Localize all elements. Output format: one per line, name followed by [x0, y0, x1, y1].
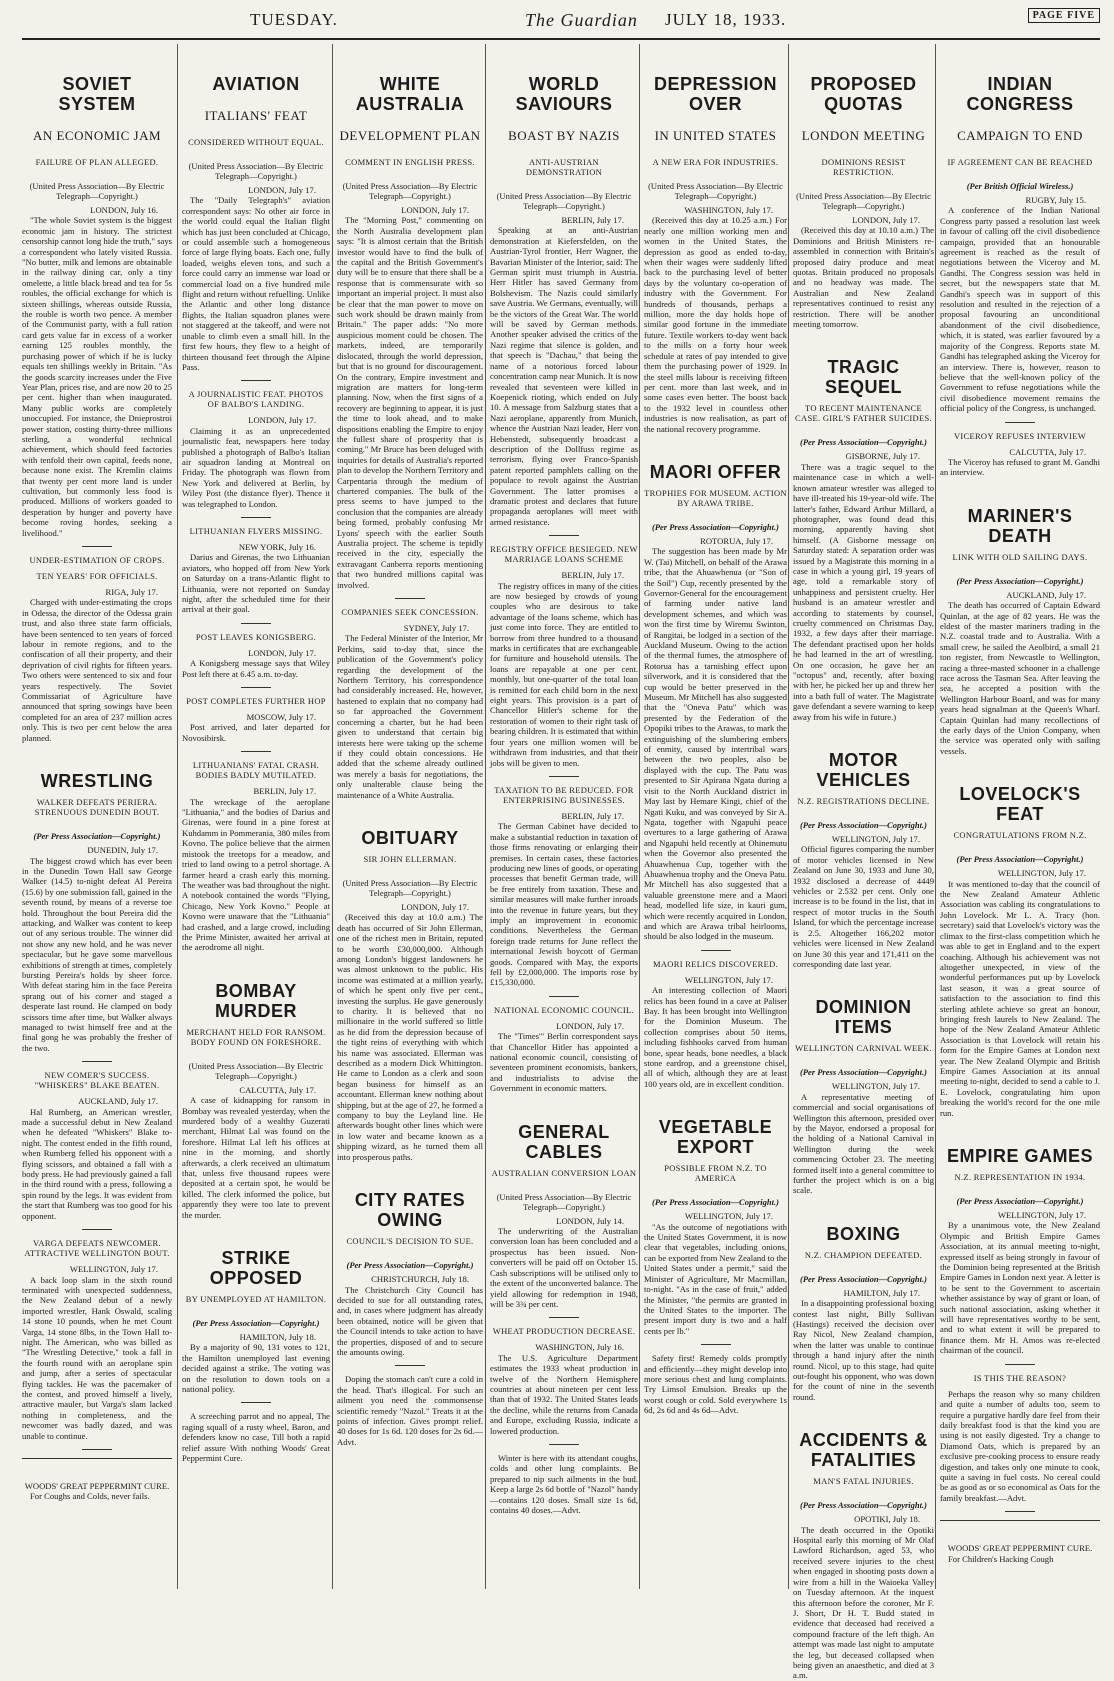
divider: [549, 996, 579, 997]
article-dateline: LONDON, July 16.: [90, 205, 158, 215]
article: [490, 74, 638, 527]
column-4: [490, 44, 638, 1589]
article-dateline: RUGBY, July 15.: [1025, 195, 1086, 205]
article-credit: (United Press Association—By Electric Telegraph—Copyright.): [342, 181, 478, 201]
article-body: In a disappointing professional boxing contest last night, Billy Sullivan (Hastings) received the decision over Ray Nicol, New Zealand champion, when the latter was unable to continue through a hand injury after the ninth round. Nicol, up to this stage, had quite out-fought his opponent, who was down for the count of nine in the seventh round.: [793, 1298, 934, 1402]
article-deck: CONSIDERED WITHOUT EQUAL.: [188, 137, 324, 147]
article: [644, 1344, 787, 1415]
article-body: Doping the stomach can't cure a cold in the head. That's illogical. For such an ailment you need the commonsense scientific remedy "Nazol." Treats it at the points of infection. Gives prompt relief. 40 doses for 1s 6d. 120 doses for 2s 6d.—Advt.: [337, 1374, 483, 1447]
article-body: The Federal Minister of the Interior, Mr Perkins, said to-day that, since the publication of the Government's policy regarding the development of the Northern Territory, his correspondence had considerably increased. He, however, hastened to explain that no company had so far approached the Government concerning a charter, but he had been given to understand that certain big interests here were taking up the scheme if they could obtain concessions. He added that the scheme already outlined was merely a basis for negotiations, the only unalterable clause being the maintenance of a White Australia.: [337, 633, 483, 800]
article-deck: LITHUANIAN FLYERS MISSING.: [189, 525, 323, 536]
advert-title: WOODS' GREAT PEPPERMINT CURE.: [24, 1481, 170, 1491]
divider: [241, 1402, 271, 1403]
article: [644, 74, 787, 434]
article-dateline: GISBORNE, July 17.: [845, 451, 920, 462]
article: [793, 750, 934, 969]
article-credit: (Per Press Association—Copyright.): [956, 575, 1084, 586]
article-headline: CITY RATES OWING: [354, 1190, 466, 1231]
article: [182, 1402, 330, 1463]
divider: [241, 517, 271, 518]
article-headline: EMPIRE GAMES: [946, 1146, 1094, 1166]
article-subheadline: DEVELOPMENT PLAN: [339, 128, 481, 143]
article-credit: (United Press Association—By Electric Telegraph—Copyright.): [188, 161, 324, 181]
article-dateline: CALCUTTA, July 17.: [239, 1084, 316, 1095]
article-headline: WHITE AUSTRALIA: [355, 74, 465, 114]
article: [644, 1117, 787, 1336]
article-deck: N.Z. REGISTRATIONS DECLINE.: [797, 796, 930, 807]
article: [337, 1190, 483, 1357]
article-deck: TROPHIES FOR MUSEUM. ACTION BY ARAWA TRIBE.: [644, 487, 787, 508]
article-deck: MAORI RELICS DISCOVERED.: [652, 958, 779, 969]
article-dateline: WELLINGTON, July 17.: [69, 1264, 158, 1275]
divider: [241, 380, 271, 381]
article-dateline: LONDON, July 17.: [248, 415, 316, 426]
article-body: A representative meeting of commercial and social organisations of Wellington this afternoon, presided over by the Mayor, endorsed a proposal for the holding of a National Carnival in Wellington during the week commencing October 23. The meeting formed itself into a general committee to further the project which is on a big scale.: [793, 1091, 934, 1196]
column-3: [337, 44, 483, 1589]
article-deck: REGISTRY OFFICE BESIEGED. NEW MARRIAGE LOANS SCHEME: [490, 544, 638, 565]
article-dateline: BERLIN, July 17.: [561, 570, 624, 581]
article-deck: CONGRATULATIONS FROM N.Z.: [953, 830, 1087, 841]
masthead-date: JULY 18, 1933.: [665, 10, 787, 29]
article-body: Winter is here with its attendant coughs, colds and other lung complaints. Be prepared to nip such ailments in the bud. Keep a large 2s 6d bottle of "Nazol" handy—contains 120 doses. Small size 1s 6d, contains 40 doses.—Advt.: [490, 1452, 638, 1515]
article: [793, 1430, 934, 1681]
article-deck: DOMINIONS RESIST RESTRICTION.: [821, 157, 906, 177]
article: [490, 1122, 638, 1310]
article: [22, 546, 172, 743]
column-1: [22, 44, 172, 1589]
article-dateline: AUCKLAND, July 17.: [78, 1096, 158, 1107]
article: [182, 1248, 330, 1394]
article-body: "The whole Soviet system is the biggest economic jam in history. The strictest censorship cannot long hide the truth," says a correspondent who lately visited Russia. "No butter, milk and lemons are obtainable in the railway dining car, only a tiny omelette, a little black bread and tea for 5s roubles, the official exchange for which is sixteen shillings, whereas outside Russia, the rouble is worth two pence. A member of the Communist party, with a full ration card gets value far in excess of a worker earning 125 roubles monthly, the purchasing power of which if he is lucky equals ten shillings weekly in Britain. "As the goods scarcity increases under the Five Year Plan, prices rise, and are now 20 to 25 per cent. higher than when inaugurated. Many public works are completely unoccupied. For instance, the Dnieprostroi power station, costing thirty-three millions sterling, a wonderful technical achievement, which should feed factories with tenfold their own capital, feeds none, because none exist. The Kremlin claims that twenty per cent more land is under cultivation, but commonly less food is produced. Millions of workers goaded to desperation by hunger and poverty have become roving hordes, seeking a livelihood.": [22, 215, 172, 538]
divider: [549, 776, 579, 777]
article-deck: COMMENT IN ENGLISH PRESS.: [345, 157, 475, 167]
article-deck: MAN'S FATAL INJURIES.: [813, 1476, 914, 1487]
article-subheadline: BOAST BY NAZIS: [508, 128, 620, 143]
article-body: There was a tragic sequel to the maintenance case in which a well-known amateur wrestler was alleged to have ill-treated his 19-year-old wife. The latter's father, Edward Arthur Millard, a photographer, was found dead this morning, apparently having shot himself. (A Gisborne message on Saturday stated: A separation order was issued by a Magistrate this morning in a case in which a young girl, 19 years of age, told a remarkable story of unhappiness and persistent cruelty. Her husband is an amateur wrestler and according to statements by counsel, cruelty commenced on Christmas Day, 1932, a few days after their marriage. The defendant practised upon her holds he had learned in the art of wrestling. On one occasion, he gave her an "octopus" and, recently, after boxing with her, he picked her up and threw her into a bath full of water. The Magistrate gave defendant a severe warning to keep away from his wife in future.): [793, 461, 934, 722]
column-separator: [788, 44, 789, 1589]
article-dateline: HAMILTON, July 18.: [239, 1332, 316, 1343]
article-deck: POSSIBLE FROM N.Z. TO AMERICA: [664, 1163, 767, 1184]
article-body: A Konigsberg message says that Wiley Post left there at 6.45 a.m. to-day.: [182, 658, 330, 679]
article-headline: PROPOSED QUOTAS: [810, 74, 917, 114]
masthead-title: The Guardian: [525, 10, 638, 30]
article-dateline: BERLIN, July 17.: [561, 810, 624, 821]
article-deck: TO RECENT MAINTENANCE CASE. GIRL'S FATHER SUICIDES.: [795, 403, 932, 424]
article-body: The underwriting of the Australian conversion loan has been concluded and a prospectus has been issued. Non-converters will be paid off on October 15. Cash subscriptions will be utilised only to the extent of the unconverted balance. The yield allowing for redemption in 1948, will be 3¾ per cent.: [490, 1226, 638, 1309]
article-credit: (Per Press Association—Copyright.): [652, 521, 779, 532]
article-body: By a majority of 90, 131 votes to 121, the Hamilton unemployed last evening decided against a strike. The voting was on the resolution to down tools on a national policy.: [182, 1342, 330, 1395]
article-deck: LITHUANIANS' FATAL CRASH. BODIES BADLY MUTILATED.: [192, 760, 320, 781]
article: [22, 1229, 172, 1441]
article: [182, 623, 330, 679]
article-headline: OBITUARY: [361, 827, 459, 848]
article-deck: NATIONAL ECONOMIC COUNCIL.: [494, 1004, 634, 1015]
article-dateline: LONDON, July 17.: [401, 901, 469, 912]
article-headline: BOMBAY MURDER: [215, 980, 297, 1021]
masthead: [20, 6, 1100, 36]
article-body: The suggestion has been made by Mr W. (Tai) Mitchell, on behalf of the Arawa tribe, that the Ahuawhenua (or "Son of the Soil") Cup, recently presented by the Governor-General for the encouragement of farming under native land development schemes, and which was won the first time by Wiremu Swinton, of Rangitai, be lodged in a section of the Auckland Museum. Owing to the action of the thermal fumes, the atmosphere of Rotorua has a tarnishing effect upon silverwork, and it is considered that the cup would be better preserved in the Museum. Mr Mitchell has also suggested that the "Oneva Patu" which was presented by the Federation of the Opopiki tribes to the Arawas, to mark the extinguishing of the slumbering embers of enmity, caused by intertribal wars between the two peoples, also be displayed with the cup. The Patu was presented to Sir Apirana Ngata during a visit to the North Auckland district in May last by Hemare Kingi, chief of the Ngati Kuku, and was conveyed by Sir A. Ngata, together with Ngapuhi peace overtures to a large gathering of Arawa and Ngapuhi held recently at Ohinemutu when the Governor also presented the Ahuawhenua Cup, together with the Ahuawhenua trophy and the Oneva Patu. Mr Mitchell has also suggested that a valuable greenstone mere and a Maori head, modelled life size, in kauri gum, which were recently acquired in London, and which are Arawa tribal heirlooms, should be also lodged in the museum.: [644, 546, 787, 942]
divider: [241, 623, 271, 624]
article-body: It was mentioned to-day that the council of the New Zealand Amateur Athletic Association was cabling its congratulations to John Lovelock. Mr L. A. Tracy (hon. secretary) said that Lovelock's victory was the climax to the first-class competition which he was able to get in England and to the expert coaching. Although his achievement was not altogether unexpected, in view of the wonderful performances put up by Lovelock last season, it was a great source of satisfaction to the association to find this sterling athlete achieve so great an honour, bringing fresh laurels to New Zealand. The hope of the New Zealand Amateur Athletic Association is that Lovelock will retain his form for the Empire Games at London next year. The New Zealand Olympic and British Empire Games Association at its annual meeting to-night, decided to send a cable to J. E. Lovelock, congratulating him upon breaking the world's record for the one mile run.: [940, 878, 1100, 1118]
divider: [701, 950, 731, 951]
article-deck: POST LEAVES KONIGSBERG.: [195, 631, 317, 642]
article-body: The "Daily Telegraph's" aviation correspondent says: No other air force in the world could equal the Italian flight which has just been concluded at Chicago, or could assemble such a homogeneous force of large flying boats. Each one, fully loaded, weighs eleven tons, and such a force could carry an immense war load or commercial load on a five hundred mile flight and return without refuelling. Unlike the Atlantic and other long distance flights, the Italian squadron planes were not staggered at the takeoff, and were not unable to climb even a small hill. In the first few hours, they flew to a height of thirteen thousand feet through the Alpine Pass.: [182, 195, 330, 372]
article-body: For Children's Hacking Cough: [948, 1553, 1054, 1564]
article-body: Post arrived, and later departed for Novosibirsk.: [182, 722, 330, 743]
masthead-rule: [22, 38, 1100, 40]
article: [644, 462, 787, 942]
article-body: (Received this day at 10.10 a.m.) The Dominions and British Ministers re-assembled in connection with Britain's proposed dairy produce and meat quotas. Britain produced no proposals and no headway was made. The Australian and New Zealand representatives continued to resist any restriction. There will be another meeting tomorrow.: [793, 225, 934, 330]
article-dateline: AUCKLAND, July 17.: [1006, 589, 1086, 600]
article-dateline: HAMILTON, July 17.: [843, 1287, 920, 1298]
column-6: [793, 44, 934, 1681]
article-credit: (Per Press Association—Copyright.): [956, 854, 1084, 865]
article-dateline: WELLINGTON, July 17.: [997, 868, 1086, 879]
article-headline: MARINER'S DEATH: [967, 505, 1073, 546]
article-body: The wreckage of the aeroplane "Lithuania," and the bodies of Darius and Girenas, were found in a pine forest at Kuhdamm in Pommerania, 380 miles from Kovno. The police believe that the airmen mistook the treetops for a meadow, and tried to land owing to a petrol shortage. A farmer heard a crash early this morning. The weather was bad throughout the night. A notebook contained the words "Flying, Chicago, New York Kovno." People at Kovno were unaware that the "Lithuania" had crashed, and a large crowd, including the Prime Minister, awaited her arrival at the aerodrome all night.: [182, 796, 330, 953]
article-dateline: LONDON, July 17.: [401, 205, 469, 215]
article-headline: WORLD SAVIOURS: [515, 74, 613, 114]
article-dateline: WASHINGTON, July 17.: [684, 205, 773, 215]
article-headline: BOXING: [826, 1223, 901, 1244]
article: [337, 598, 483, 800]
article-credit: (United Press Association—By Electric Telegraph—Copyright.): [648, 181, 783, 201]
article: [182, 751, 330, 953]
article: [182, 380, 330, 509]
article-dateline: MOSCOW, July 17.: [246, 712, 316, 723]
article: [490, 1444, 638, 1515]
page-number: PAGE FIVE: [1028, 8, 1100, 23]
article-body: Official figures comparing the number of motor vehicles licensed in New Zealand on June 30, 1933 and June 30, 1932 disclosed a decrease of 4449 vehicles or 2.532 per cent. Only one increase is to be found in the list, that in respect of motor trucks in the South Island, for which the percentage increase is 2.5. Altogether 166,202 motor vehicles were licensed in New Zealand on June 30 this year and 171,411 on the corresponding date last year.: [793, 844, 934, 969]
article-deck: IF AGREEMENT CAN BE REACHED: [947, 157, 1093, 167]
article-body: A case of kidnapping for ransom in Bombay was revealed yesterday, when the murdered body of a wealthy Guzerati merchant, Hilmat Lal was found on the foreshore. Hilmat Lal left his offices at nine in the morning, and shortly afterwards, a clerk received an ultimatum that, unless five thousand rupees were deposited at a certain spot, he would be killed. The clerk informed the police, but apparently they were too late to prevent the murder.: [182, 1095, 330, 1220]
article-deck: N.Z. REPRESENTATION IN 1934.: [954, 1172, 1086, 1182]
article: [793, 357, 934, 722]
article-deck: A NEW ERA FOR INDUSTRIES.: [652, 157, 779, 167]
article-body: A back loop slam in the sixth round terminated with unexpected suddenness, the New Zealand debut of a newly imported wrestler, Hank Oswald, scaling 14 stone 10 pounds, when he met Count Varga, 14 stone 8lbs, in the Town Hall to-night. The American, who was billed as "The Wrestling Detective," took a fall in the fourth round with an aeroplane spin and jump, after a series of spectacular flying tackles. He was the pacemaker of the contest, and proved himself a lively, attractive mauler, but Varga's slam lacked nothing in completeness, and the newcomer was badly dazed, and was unable to continue.: [22, 1274, 172, 1441]
article: [22, 1449, 172, 1502]
article-deck: WELLINGTON CARNIVAL WEEK.: [795, 1043, 932, 1054]
article-body: (Received this day at 10.0 a.m.) The death has occurred of Sir John Ellerman, one of the richest men in Britain, reputed to be worth £30,000,000. Although among London's biggest landowners he was almost unknown to the public. His income was estimated at a million yearly, of which he spent only five per cent., investing the surplus. He gave generously to charity. It is believed that no millionaire in the world suffered so little as he did from the depression because of the tight reins of everything with which his name was associated. Ellerman was described as a modern Dick Whittington. He came to London as a clerk and soon began business for himself as an accountant. Ellerman knew nothing about shipping, but at the age of 27, he formed a company to buy the Leyland line. He afterwards bought other lines which were in low water and became known as a shipping wizard, as he turned them all into prosperous paths.: [337, 912, 483, 1162]
article-headline: GENERAL CABLES: [518, 1121, 610, 1162]
article-body: The "Morning Post," commenting on the North Australia development plan says: "It is almost certain that the British investor would have to find the bulk of the capital and the British Government's duty will be to ensure that there shall be a response that is commensurate with so important an imperial project. It must also be clear that the man power to move on such work should be drawn mainly from Britain." The paper adds: "No more auspicious moment could be chosen. The markets, indeed, are temporarily dislocated, through the world depression, but that is no ground for discouragement. On the contrary, Empire investment and migration are matters for long-term planning. Now, when the first signs of a recovery are beginning to appear, it is just the time to look ahead, and to make dispositions enabling the Empire to enjoy the fullest share of prosperity that is coming." Mr Bruce has been deluged with inquiries for details of Australia's reported plan to develop the Northern Territory and Carpentaria through the medium of chartered companies. The bulk of the press seems to have jumped to the conclusion that the companies are already being formed, probably confusing Mr Lyons' speech with the earlier South Australia project. The scheme is tepidly received in the city, especially the extravagant Canberra reports mentioning that two hundred millions capital was involved.: [337, 215, 483, 590]
article: [940, 74, 1100, 414]
divider: [395, 598, 425, 599]
article-body: Charged with under-estimating the crops in Odessa, the director of the Odessa grain trust, and also three state farm officials, have been sentenced to ten years of forced labour in remote regions, and to the confiscation of all their property, and their deprivation of civil rights for fifteen years. Two others were sentenced to six and four years respectively. The Soviet Commissariat of Agriculture have announced that spring sowings have been completed for an area of 237 million acres only. This is two per cent below the area planned.: [22, 597, 172, 743]
article: [182, 981, 330, 1220]
article-body: By a unanimous vote, the New Zealand Olympic and British Empire Games Association, at its annual meeting to-night, expressed itself as being strongly in favour of the Dominion being represented at the British Empire Games in London next year. A letter is to be sent to the Government to ascertain whether assistance by way of grant or loan, of such national association, asking whether it will have representatives worthy to be sent, and to what extent it will be prepared to finance them. Mr H. Amos was re-elected chairman of the council.: [940, 1220, 1100, 1356]
divider: [940, 1520, 1100, 1521]
article: [490, 535, 638, 768]
article-credit: (United Press Association—By Electric Telegraph—Copyright.): [342, 877, 478, 898]
article-deck: A JOURNALISTIC FEAT. PHOTOS OF BALBO'S LANDING.: [188, 389, 324, 410]
article-deck: COMPANIES SEEK CONCESSION.: [341, 607, 479, 618]
article-deck: IS THIS THE REASON?: [973, 1372, 1067, 1383]
column-separator: [485, 44, 486, 1589]
article-deck: WHEAT PRODUCTION DECREASE.: [492, 1326, 636, 1337]
divider: [1005, 422, 1035, 423]
article-dateline: CHRISTCHURCH, July 18.: [371, 1274, 469, 1285]
advert-title: WOODS' GREAT PEPPERMINT CURE.: [947, 1543, 1093, 1554]
article-body: Hal Rumberg, an American wrestler, made a successful debut in New Zealand when he defeated "Whiskers" Blake to-night. The contest ended in the fifth round, when Rumberg felled his opponent with a flying scissors, and obtained a fall with a body press. He had previously gained a fall in the third round with a press, following a spin round by the legs. It was evident from the start that Rumberg was too good for his opponent.: [22, 1106, 172, 1221]
article-deck: LINK WITH OLD SAILING DAYS.: [952, 551, 1088, 562]
article-credit: (United Press Association—By Electric Telegraph—Copyright.): [796, 191, 931, 211]
article-deck: SIR JOHN ELLERMAN.: [363, 853, 457, 864]
divider: [241, 687, 271, 688]
article: [337, 1365, 483, 1447]
column-separator: [935, 44, 936, 1589]
column-separator: [639, 44, 640, 1589]
article-credit: (Per Press Association—Copyright.): [956, 1196, 1084, 1206]
divider: [82, 1229, 112, 1230]
article-deck: TAXATION TO BE REDUCED. FOR ENTERPRISING BUSINESSES.: [494, 784, 634, 805]
article-dateline: BERLIN, July 17.: [253, 786, 316, 797]
article-credit: (Per Press Association—Copyright.): [33, 831, 161, 842]
article-deck: FAILURE OF PLAN ALLEGED.: [35, 157, 159, 167]
divider: [549, 1444, 579, 1445]
article-deck: VICEROY REFUSES INTERVIEW: [953, 430, 1087, 441]
article: [644, 950, 787, 1089]
column-separator: [177, 44, 178, 1589]
article-body: "As the outcome of negotiations with the United States Government, it is now clear that vegetables, including onions, can be exported from New Zealand to the United States under a permit," said the Minister of Agriculture, Mr Macmillan, to-night. "As in the case of fruit," added the Minister, "the permits are granted in the United States to the importer. The present import duty is two and a half cents per lb.": [644, 1221, 787, 1336]
article-dateline: WELLINGTON, July 17.: [684, 1211, 773, 1222]
article: [940, 1511, 1100, 1564]
article-headline: MOTOR VEHICLES: [816, 750, 911, 791]
article-dateline: WELLINGTON, July 17.: [684, 974, 773, 985]
divider: [1005, 1364, 1035, 1365]
article-dateline: CALCUTTA, July 17.: [1009, 446, 1086, 457]
article-credit: (Per Press Association—Copyright.): [192, 1318, 320, 1329]
article: [940, 784, 1100, 1118]
article-dateline: DUNEDIN, July 17.: [87, 845, 158, 856]
article-headline: DOMINION ITEMS: [815, 997, 912, 1038]
article-dateline: LONDON, July 14.: [556, 1215, 624, 1226]
column-2: [182, 44, 330, 1589]
article-body: An interesting collection of Maori relics has been found in a cave at Paliser Bay. It has been brought into Wellington for the Dominion Museum. The collection comprises about 50 items, including fishhooks carved from human bone, spear heads, bone needles, a black stone eardrop, and a greenstone chisel, all of which, although they are at least 100 years old, are in excellent condition.: [644, 985, 787, 1089]
article-dateline: WASHINGTON, July 16.: [535, 1342, 624, 1353]
divider: [1005, 1511, 1035, 1512]
article-dateline: LONDON, July 17.: [852, 215, 920, 225]
column-5: [644, 44, 787, 1589]
article-body: The "Times'" Berlin correspondent says that Chancellor Hitler has appointed a national economic council, consisting of seventeen prominent economists, bankers, and industrialists to advise the Government in economic matters.: [490, 1031, 638, 1094]
article-body: Safety first! Remedy colds promptly and efficiently—they might develop into more serious chest and lung complaints. Try Limsol Emulsion. Breaks up the worst cough or cold. Sold everywhere 1s 6d, 2s 6d and 4s 6d—Advt.: [644, 1353, 787, 1416]
article-headline: VEGETABLE EXPORT: [658, 1117, 773, 1158]
article-credit: (Per British Official Wireless.): [966, 181, 1074, 191]
article: [940, 1364, 1100, 1503]
divider: [82, 546, 112, 547]
article-body: Claiming it as an unprecedented journalistic feat, newspapers here today published a photograph of Balbo's Italian air squadron landing at Montreal on Friday. The photograph was flown from New York and delivered at Berlin, by Wiley Post (the distance flyer). Thence it was telegraphed to London.: [182, 425, 330, 509]
article-headline: AVIATION: [212, 74, 300, 94]
article-headline: WRESTLING: [40, 771, 154, 792]
article-deck: VARGA DEFEATS NEWCOMER. ATTRACTIVE WELLINGTON BOUT.: [24, 1238, 170, 1259]
divider: [241, 751, 271, 752]
article-subheadline: IN UNITED STATES: [654, 128, 777, 143]
article-deck: ANTI-AUSTRIAN DEMONSTRATION: [525, 157, 603, 177]
article-dateline: NEW YORK, July 16.: [238, 541, 316, 552]
article-headline: MAORI OFFER: [649, 461, 782, 482]
article: [940, 422, 1100, 478]
article: [490, 776, 638, 988]
article-subheadline: LONDON MEETING: [801, 128, 926, 143]
article-dateline: LONDON, July 17.: [248, 185, 316, 195]
article-body: Speaking at an anti-Austrian demonstration at Kiefersfelden, on the Austrian-Tyrol frontier, Herr Wagner, the Bavarian Minister of the Interior, said: The German spirit must triumph in Austria. Herr Hitler has saved Germany from Bolshevism. The Nazis could similarly save Austria. We Germans, eventually, will be the victors of the Great War. The world will be saved by German methods. Another speaker advised the critics of the Nazi regime that silence is golden, and that speech is "Dachau," that being the name of a notorious forced labour concentration camp near Munich. It is now revealed that seventeen were killed in Koepenick rioting, which ended on July 10. A message from Salzburg states that a Nazi aeroplane, apparently from Munich, whence the Austrian Nazi leader, Herr von Hebenstedt, subsequently broadcast a description of the Dollfuss regime as terrorism, flying over Franco-Spanish patent reported pamphlets calling on the populace to revolt against the Austrian Government. The latter promises a dramatic protest and declares that future propaganda aeroplanes will meet with armed resistance.: [490, 225, 638, 527]
article-headline: INDIAN CONGRESS: [966, 74, 1074, 114]
article: [22, 74, 172, 538]
article: [182, 517, 330, 615]
article-credit: (Per Press Association—Copyright.): [800, 820, 927, 831]
article: [182, 687, 330, 743]
article-body: The German Cabinet have decided to make a substantial reduction in taxation of those firms renovating or enlarging their premises. In certain cases, these factories producing new lines of goods, or operating processes that benefit German trade, will be free entirely from taxation. These and similar measures will make further inroads into the revenue in future years, but they imply an improvement in economic conditions. Nevertheless the German foreign trade returns for June reflect the international Jewish boycott of German goods. Compared with May, the exports fell by £2,000,000. The imports rose by £15,330,000.: [490, 821, 638, 988]
article-deck: MERCHANT HELD FOR RANSOM. BODY FOUND ON FORESHORE.: [186, 1026, 326, 1047]
article-dateline: WELLINGTON, July 17.: [997, 1210, 1086, 1220]
article-credit: (United Press Association—By Electric Telegraph—Copyright.): [188, 1060, 324, 1081]
article-subheadline: CAMPAIGN TO END: [957, 128, 1083, 143]
article-dateline: OPOTIKI, July 18.: [854, 1514, 920, 1525]
article: [490, 1317, 638, 1436]
article-credit: (Per Press Association—Copyright.): [652, 1197, 779, 1208]
article-headline: LOVELOCK'S FEAT: [959, 784, 1081, 825]
article: [337, 74, 483, 590]
article-credit: (Per Press Association—Copyright.): [800, 1273, 927, 1284]
article-body: The Christchurch City Council has decided to sue for all outstanding rates, and, in cases where judgment has already been obtained, notice will be given that the Council intends to take action to have the properties, disposed of and to secure the amounts owing.: [337, 1284, 483, 1357]
divider: [395, 1365, 425, 1366]
article: [337, 828, 483, 1162]
article-deck: TEN YEARS' FOR OFFICIALS.: [36, 571, 158, 581]
article-credit: (United Press Association—By Electric Telegraph—Copyright.): [496, 191, 632, 211]
article-body: The biggest crowd which has ever been in the Dunedin Town Hall saw George Walker (14.5) to-night defeat Al Pereira (15.6) by one submission fall, gained in the seventh round, by means of a reverse toe hold. Throughout the bout Pereira did the attacking, and Walker was content to keep out of any serious trouble. The winner did not show any new hold, and he was never spectacular, but he gave some marvellous exhibitions of strength at times, completely bursting Pereira's holds by sheer force. With defeat staring him in the face Pereira sprang out of his corner and staged a desperate last round. He clamped on body scissors time after time, but Walker always managed to twist himself free and at the final gong he was probably the fresher of the two.: [22, 855, 172, 1053]
article-body: A conference of the Indian National Congress party passed a resolution last week in favour of calling off the civil disobedience campaign, provided that an honourable agreement is reached as the result of negotiations between the Viceroy and M. Gandhi. The Congress session was held in secret, but the newspapers state that M. Gandhi's speech was in support of this resolution and resulted in the rejection of a proposal favouring an unconditional abandonment of the civil disobedience, which, it is stated, was earlier favoured by a majority of the Congress. Reports state M. Gandhi has telegraphed asking the Viceroy for an interview. There is, however, reason to believe that the well-known policy of the Government to refuse negotiations while the civil disobedience movement remains the official policy of the Congress, is unchanged.: [940, 205, 1100, 414]
divider: [549, 535, 579, 536]
article-body: The death has occurred of Captain Edward Quinlan, at the age of 82 years. He was the eldest of the master mariners trading in the N.Z. coastal trade and to Australia. With a small crew, he sailed the Aeolbird, a small 21 ton register, from Newcastle to Wellington, racing a three-masted schooner in a challenge race across the Tasman Sea. After leaving the sea, he accepted a position with the Wellington Harbour Board, and was for many years head signalman at the Queen's Wharf. Captain Quinlan had many recollections of the early days of the Union Company, when the service was operated only with sailing vessels.: [940, 600, 1100, 756]
article-body: Darius and Girenas, the two Lithuanian aviators, who hopped off from New York on Saturday on a trans-Atlantic flight to Lithuania, were not reported on Sunday night, after the scheduled time for their arrival at their goal.: [182, 552, 330, 615]
article-body: (Received this day at 10.25 a.m.) For nearly one million working men and women in the United States, the depression as good as ended to-day, when their wages were suddenly lifted back to the purchasing level of better days by the voluntary co-operation of industry with the Government. For hundreds of thousands, perhaps a million, more the day holds hope of similar good fortune in the immediate future. Textile workers to-day went back to the mills on a forty hour week schedule at rates of pay intended to give them the purchasing power of 1929. In the steel mills labour is receiving fifteen per cent. more than last week, and in some cases even better. The boost back to the 1932 level in countless other industries is now realisation, as part of the national recovery programme.: [644, 215, 787, 434]
article-headline: DEPRESSION OVER: [653, 74, 778, 114]
masthead-day: TUESDAY.: [250, 10, 338, 29]
article-deck: N.Z. CHAMPION DEFEATED.: [804, 1249, 923, 1260]
article: [490, 996, 638, 1094]
article-deck: NEW COMER'S SUCCESS. "WHISKERS" BLAKE BEATEN.: [34, 1070, 160, 1091]
article-headline: STRIKE OPPOSED: [209, 1248, 303, 1289]
article-credit: (Per Press Association—Copyright.): [800, 1500, 927, 1511]
article-dateline: SYDNEY, July 17.: [403, 623, 469, 634]
article: [22, 771, 172, 1053]
article-body: A screeching parrot and no appeal, The raging squall of a rusty wheel, Baron, and defenders know no case, Till both a rapid relief assure With nothing Woods' Great Peppermint Cure.: [182, 1411, 330, 1464]
article-deck: WALKER DEFEATS PERIERA. STRENUOUS DUNEDIN BOUT.: [34, 797, 160, 818]
article-body: The death occurred in the Opotiki Hospital early this morning of Mr Olaf Lawford Richardson, aged 53, who received severe injuries to the chest when engaged in shooting posts down a wire from a hill in the Waioeka Valley on Tuesday afternoon. At the inquest this afternoon before the coroner, Mr F. J. Short, Dr H. T. Budd stated in evidence that deceased had received a compound fracture of the left thigh. An attempt was made last night to amputate the leg, but deceased collapsed when being given an anaesthetic, and died at 3 a.m.: [793, 1524, 934, 1681]
article-dateline: BERLIN, July 17.: [561, 215, 624, 225]
divider: [82, 1449, 112, 1450]
article-body: The Viceroy has refused to grant M. Gandhi an interview.: [940, 456, 1100, 478]
article-deck: AUSTRALIAN CONVERSION LOAN: [491, 1167, 637, 1178]
article-dateline: WELLINGTON, July 17.: [831, 1081, 920, 1092]
article-dateline: WELLINGTON, July 17.: [831, 834, 920, 845]
article: [22, 1061, 172, 1221]
divider: [549, 1317, 579, 1318]
article-headline: SOVIET SYSTEM: [58, 74, 136, 114]
article-deck: UNDER-ESTIMATION OF CROPS.: [29, 555, 165, 565]
article-headline: ACCIDENTS & FATALITIES: [799, 1430, 928, 1471]
article: [940, 1146, 1100, 1356]
article: [793, 1224, 934, 1402]
article-dateline: ROTORUA, July 17.: [700, 535, 773, 546]
article: [940, 506, 1100, 757]
article-body: The U.S. Agriculture Department estimates the 1933 wheat production in twelve of the Northern Hemisphere countries at about nineteen per cent less than that of 1932. The United States leads the decline, while the returns from Canada and Europe, excluding Russia, indicate a lowered production.: [490, 1352, 638, 1436]
article: [793, 997, 934, 1195]
article-deck: COUNCIL'S DECISION TO SUE.: [346, 1236, 474, 1247]
article: [182, 74, 330, 372]
article-headline: TRAGIC SEQUEL: [824, 357, 902, 398]
column-7: [940, 44, 1100, 1589]
article-dateline: RIGA, July 17.: [105, 587, 158, 597]
article-body: For Coughs and Colds, never fails.: [30, 1491, 150, 1502]
divider: [82, 1061, 112, 1062]
article-body: The registry offices in many of the cities are now besieged by crowds of young couples who are desirous to take advantage of the loans scheme, which has just come into force. They are entitled to borrow from three hundred to a thousand marks in certificates that are exchangeable for furniture and household utensils. The loans are repayable at one per cent. monthly, but one-quarter of the total loan is remitted for each child born in the next eight years. This provision is a part of Chancellor Hitler's scheme for the restoration of women to their right task of bearing children. It is estimated that within four years one million women will be withdrawn from industries, and that their jobs will be given to men.: [490, 580, 638, 768]
article-subheadline: ITALIANS' FEAT: [204, 108, 308, 123]
article-credit: (Per Press Association—Copyright.): [800, 1067, 927, 1078]
article-dateline: LONDON, July 17.: [556, 1020, 624, 1031]
article-subheadline: AN ECONOMIC JAM: [32, 128, 162, 143]
article-credit: (United Press Association—By Electric Telegraph—Copyright.): [29, 181, 165, 201]
article: [793, 74, 934, 329]
divider: [701, 1344, 731, 1345]
article-deck: POST COMPLETES FURTHER HOP: [186, 696, 326, 707]
column-separator: [332, 44, 333, 1589]
article-credit: (Per Press Association—Copyright.): [800, 437, 927, 448]
article-dateline: LONDON, July 17.: [248, 647, 316, 658]
divider: [22, 1458, 172, 1459]
article-credit: (United Press Association—By Electric Telegraph—Copyright.): [496, 1191, 632, 1212]
article-body: Perhaps the reason why so many children and quite a number of adults too, seem to require a purgative hardly dare feel from their daily breakfast food is that the kind you are using is not easily digested. Try a change to Diamond Oats, which is prepared by an exclusive pre-cooking process to ensure ready digestion, and takes only one minute to cook, quite a saving in fuel costs. No cereal could be as good as or so economical as Oats for the family breakfast.—Advt.: [940, 1388, 1100, 1503]
article-deck: BY UNEMPLOYED AT HAMILTON.: [185, 1294, 327, 1305]
article-credit: (Per Press Association—Copyright.): [346, 1260, 474, 1271]
